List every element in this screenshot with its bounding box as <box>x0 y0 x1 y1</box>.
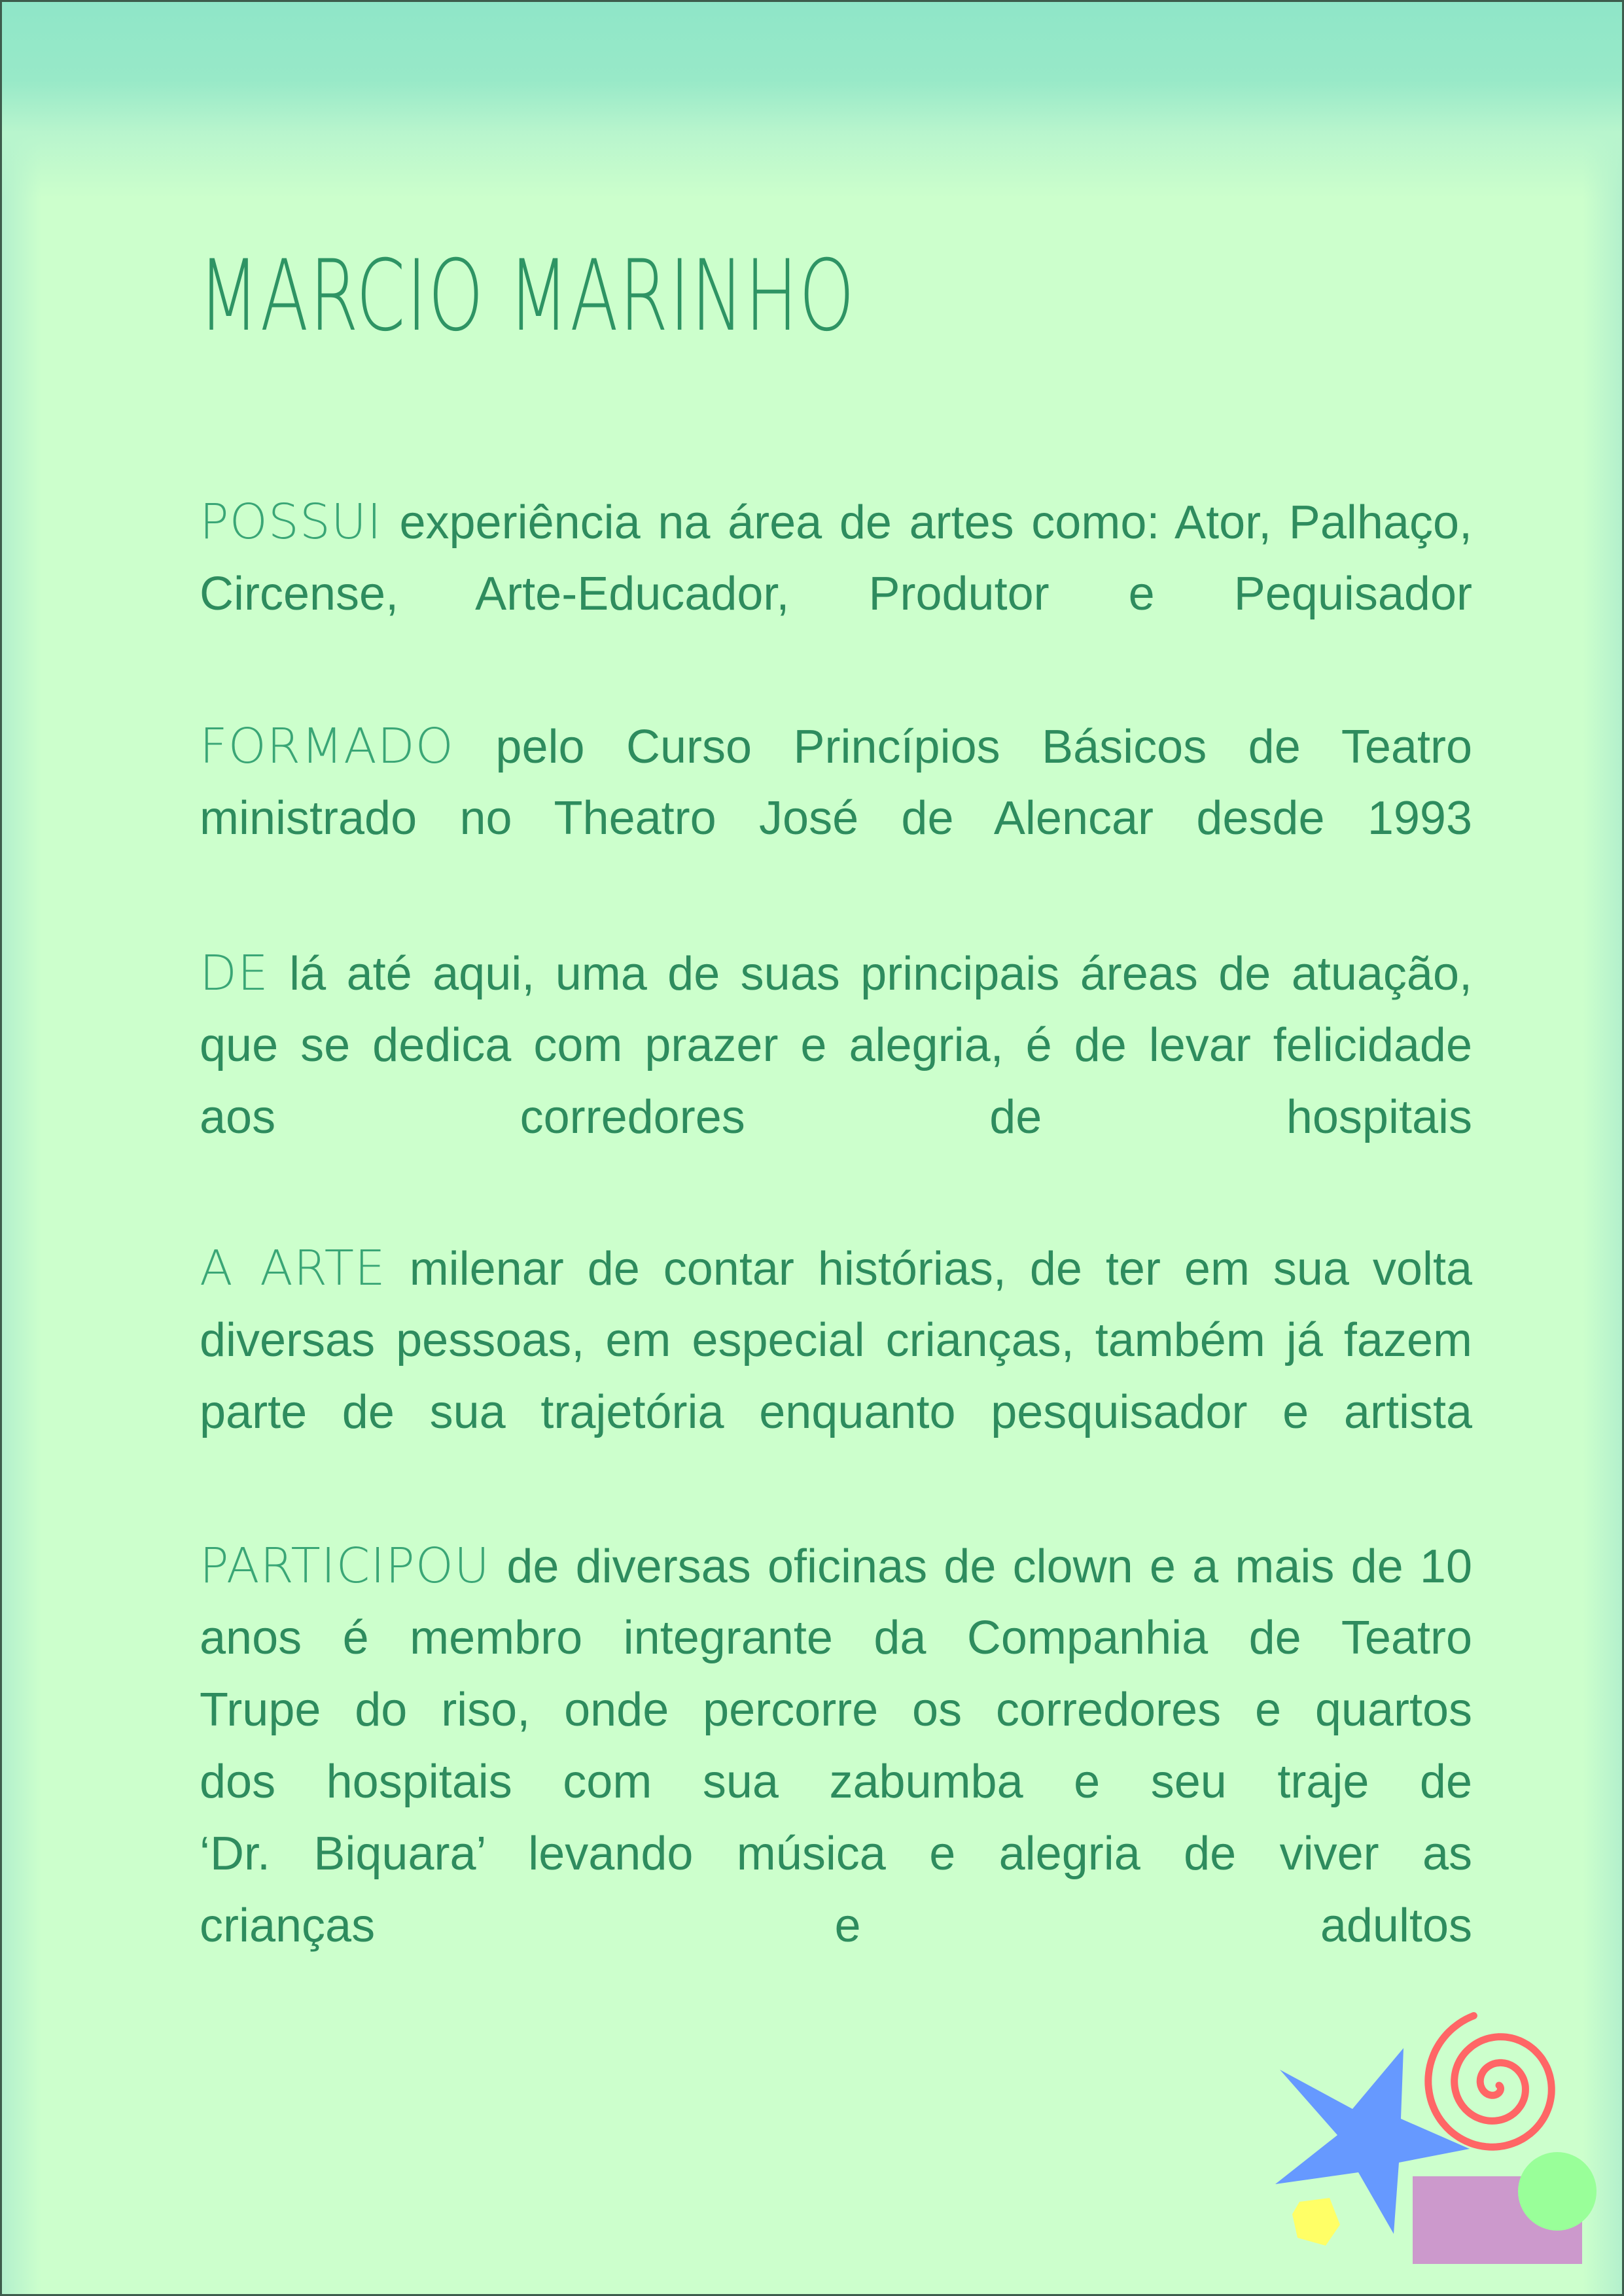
paragraph-line: que se dedica com prazer e alegria, é de levar felicidade <box>200 1019 1472 1071</box>
paragraph-line <box>200 937 1472 1009</box>
paragraph-line: anos é membro integrante da Companhia de Teatro <box>200 1612 1472 1664</box>
paragraph-possui <box>200 486 1472 630</box>
paragraph-a-arte <box>200 1232 1472 1448</box>
paragraph-line <box>200 710 1472 782</box>
paragraph-line: parte de sua trajetória enquanto pesquisador e artista <box>200 1386 1472 1438</box>
page-title: MARCIO MARINHO <box>198 239 856 353</box>
paragraph-lead: DE <box>200 945 269 1001</box>
circle-icon <box>1518 2152 1597 2231</box>
paragraph-line-text: experiência na área de artes como: Ator, Palhaço, <box>399 496 1472 549</box>
paragraph-line <box>200 486 1472 558</box>
paragraph-line: ‘Dr. Biquara’ levando música e alegria de viver as <box>200 1828 1472 1880</box>
paragraph-line: ministrado no Theatro José de Alencar desde 1993 <box>200 792 1472 844</box>
paragraph-line <box>200 1232 1472 1304</box>
paragraph-line: Trupe do riso, onde percorre os corredores e quartos <box>200 1684 1472 1736</box>
pentagon-icon <box>1292 2198 1340 2246</box>
paragraph-lead: PARTICIPOU <box>200 1538 491 1594</box>
paragraph-lead: A ARTE <box>200 1240 386 1296</box>
paragraph-line: crianças e adultos <box>200 1900 1472 1952</box>
spiral-icon <box>1428 2016 1551 2148</box>
paragraph-line-text: de diversas oficinas de clown e a mais de 10 <box>506 1540 1472 1593</box>
paragraph-line-text: milenar de contar histórias, de ter em sua volta <box>409 1243 1472 1295</box>
paragraph-line: Circense, Arte-Educador, Produtor e Pequisador <box>200 568 1472 620</box>
paragraph-line-text: lá até aqui, uma de suas principais áreas de atuação, <box>289 948 1472 1000</box>
paragraph-de <box>200 937 1472 1153</box>
paragraph-lead: POSSUI <box>200 494 382 550</box>
paragraph-line: dos hospitais com sua zabumba e seu traje de <box>200 1756 1472 1808</box>
paragraph-formado <box>200 710 1472 854</box>
paragraph-line: aos corredores de hospitais <box>200 1091 1472 1143</box>
paragraph-lead: FORMADO <box>200 718 454 774</box>
paragraph-line-text: pelo Curso Princípios Básicos de Teatro <box>495 721 1472 773</box>
paragraph-line <box>200 1530 1472 1602</box>
paragraph-line: diversas pessoas, em especial crianças, também já fazem <box>200 1314 1472 1366</box>
paragraph-participou <box>200 1530 1472 1962</box>
decorative-shapes <box>1265 2004 1605 2278</box>
